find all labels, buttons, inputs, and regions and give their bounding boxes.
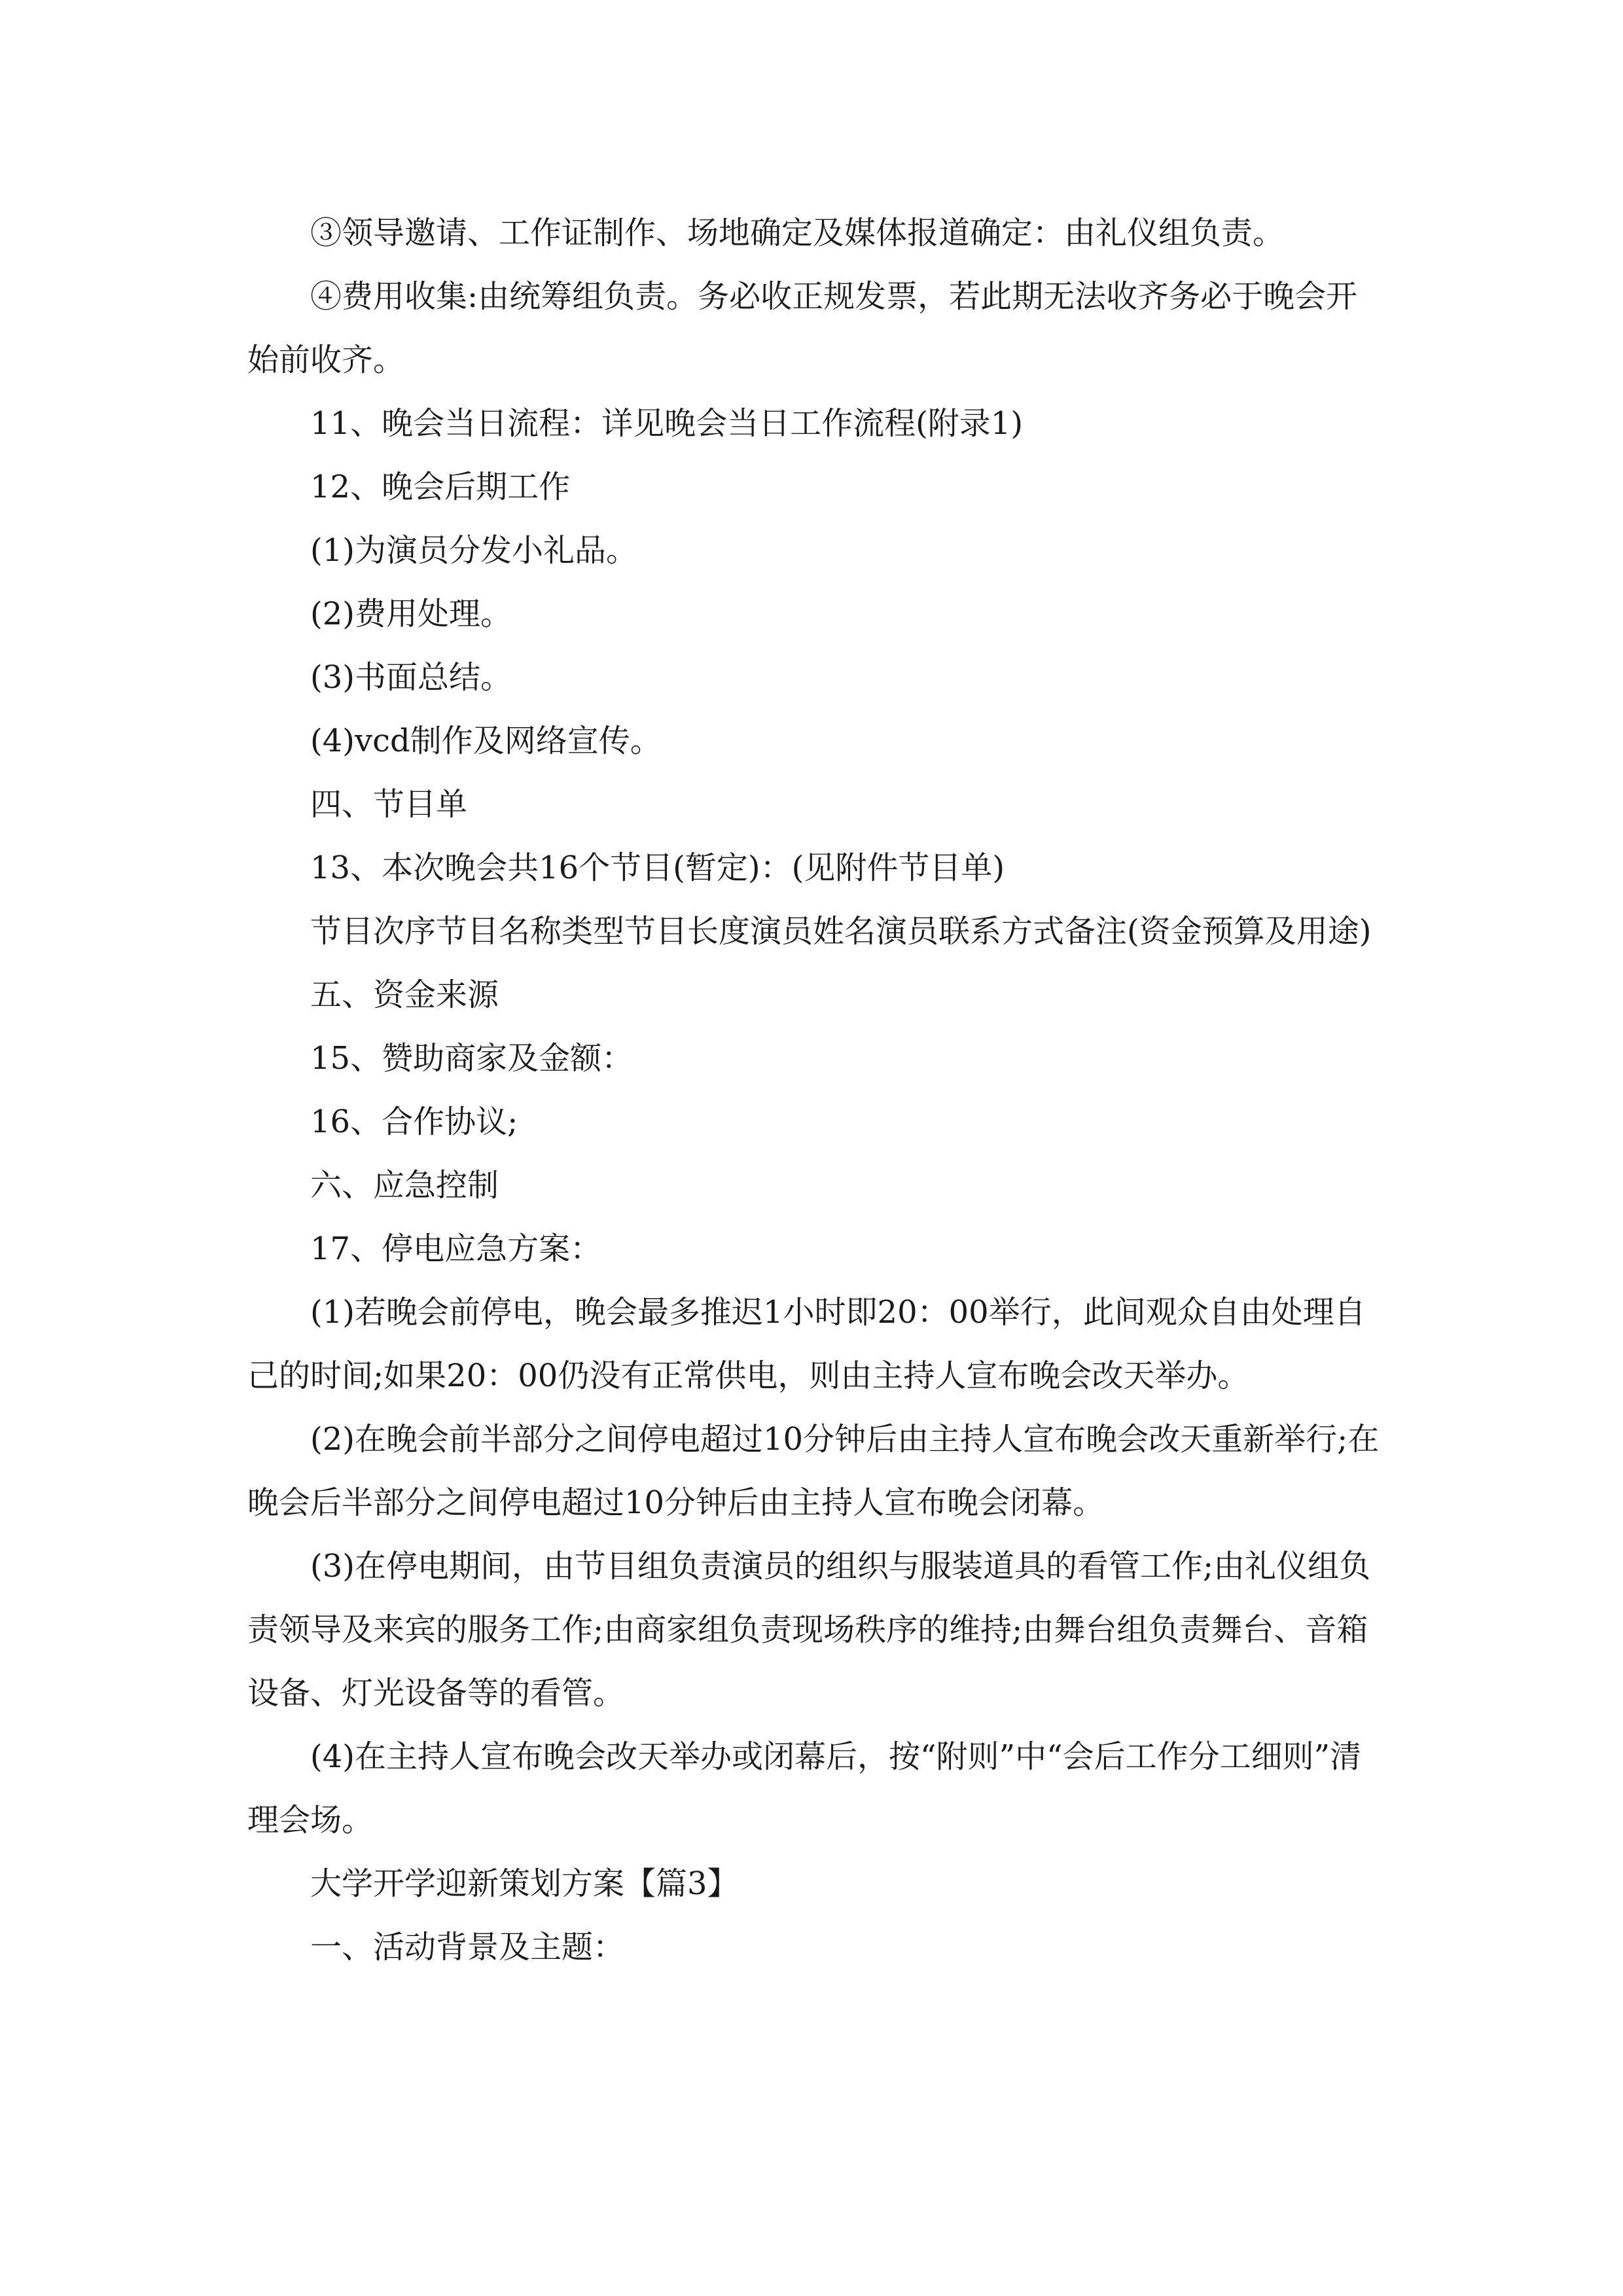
paragraph: 节目次序节目名称类型节目长度演员姓名演员联系方式备注(资金预算及用途) — [310, 913, 1372, 950]
list-item: (1)若晚会前停电，晚会最多推迟1小时即20：00举行，此间观众自由处理自己的时间;如果20：00仍没有正常供电，则由主持人宣布晚会改天举办。 — [247, 1294, 1366, 1394]
document-body — [247, 202, 1386, 1979]
paragraph: 15、赞助商家及金额： — [310, 1040, 633, 1077]
section-heading: 六、应急控制 — [310, 1167, 499, 1204]
paragraph: 16、合作协议; — [310, 1103, 518, 1140]
section-heading: 12、晚会后期工作 — [310, 469, 571, 505]
paragraph: 11、晚会当日流程：详见晚会当日工作流程(附录1) — [310, 405, 1024, 442]
list-item: (2)在晚会前半部分之间停电超过10分钟后由主持人宣布晚会改天重新举行;在晚会后半部分之间停电超过10分钟后由主持人宣布晚会闭幕。 — [247, 1421, 1380, 1521]
list-item: (2)费用处理。 — [310, 596, 512, 632]
list-item: (3)在停电期间，由节目组负责演员的组织与服装道具的看管工作;由礼仪组负责领导及来宾的服务工作;由商家组负责现场秩序的维持;由舞台组负责舞台、音箱设备、灯光设备等的看管。 — [247, 1548, 1371, 1712]
list-item: (3)书面总结。 — [310, 659, 512, 696]
paragraph: ③领导邀请、工作证制作、场地确定及媒体报道确定：由礼仪组负责。 — [310, 215, 1285, 251]
document-title: 大学开学迎新策划方案【篇3】 — [310, 1865, 739, 1902]
section-heading: 四、节目单 — [310, 786, 468, 823]
paragraph: 17、停电应急方案： — [310, 1230, 602, 1267]
section-heading: 五、资金来源 — [310, 977, 499, 1013]
list-item: (1)为演员分发小礼品。 — [310, 532, 637, 569]
list-item: (4)在主持人宣布晚会改天举办或闭幕后，按“附则”中“会后工作分工细则”清理会场。 — [247, 1738, 1362, 1839]
list-item: (4)vcd制作及网络宣传。 — [310, 723, 662, 759]
section-heading: 一、活动背景及主题： — [310, 1929, 625, 1965]
paragraph: 13、本次晚会共16个节目(暂定)：(见附件节目单) — [310, 850, 1005, 886]
paragraph: ④费用收集:由统筹组负责。务必收正规发票，若此期无法收齐务必于晚会开始前收齐。 — [247, 278, 1358, 378]
